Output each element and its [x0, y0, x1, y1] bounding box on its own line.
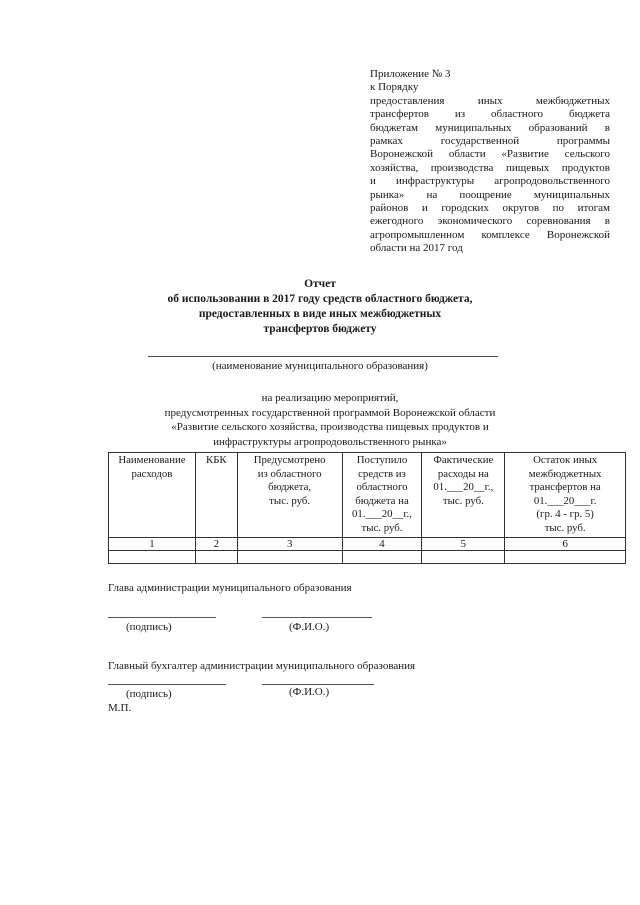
head-title: Глава администрации муниципального образования: [108, 582, 352, 594]
table-cell: [195, 550, 237, 563]
accountant-signature-line: [108, 684, 226, 685]
table-cell: [422, 550, 505, 563]
appendix-line: рынка» на поощрение муниципальных: [370, 188, 610, 201]
header-cell-remainder: Остаток иных межбюджетных трансфертов на 01.___20___г. (гр. 4 - гр. 5) тыс. руб.: [505, 453, 626, 538]
appendix-line: Приложение № 3: [370, 68, 451, 80]
table-header-row: [109, 453, 626, 538]
header-cell-planned: Предусмотрено из областного бюджета, тыс. руб.: [237, 453, 342, 538]
accountant-name-line: [262, 684, 374, 685]
table-cell: [237, 550, 342, 563]
appendix-line: и инфраструктуры агропродовольственного: [370, 175, 610, 188]
header-cell-received: Поступило средств из областного бюджета на 01.___20__г., тыс. руб.: [342, 453, 422, 538]
title-line: трансфертов бюджету: [263, 323, 377, 335]
appendix-line: хозяйства, производства пищевых продуктов: [370, 161, 610, 174]
title-line: Отчет: [304, 278, 336, 290]
municipality-blank-line: [148, 356, 498, 357]
purpose-block: [120, 391, 540, 449]
column-number: 6: [505, 537, 626, 550]
column-number: 1: [109, 537, 196, 550]
appendix-line: районов и городских округов по итогам: [370, 202, 610, 215]
appendix-line: трансфертов из областного бюджета: [370, 108, 610, 121]
table-cell: [505, 550, 626, 563]
column-number: 3: [237, 537, 342, 550]
report-table: [108, 452, 626, 564]
table-row: [109, 550, 626, 563]
appendix-line: агропромышленном комплексе Воронежской: [370, 228, 610, 241]
appendix-line: предоставления иных межбюджетных: [370, 94, 610, 107]
purpose-line: инфраструктуры агропродовольственного рынка»: [213, 435, 447, 448]
stamp-place: М.П.: [108, 702, 132, 714]
column-number: 2: [195, 537, 237, 550]
accountant-name-label: (Ф.И.О.): [289, 686, 330, 698]
purpose-line: предусмотренных государственной программой Воронежской области: [164, 406, 496, 419]
head-signature-line: [108, 617, 216, 618]
table-cell: [342, 550, 422, 563]
header-cell-actual: Фактические расходы на 01.___20__г., тыс. руб.: [422, 453, 505, 538]
header-cell-expense-name: Наименование расходов: [109, 453, 196, 538]
title-line: предоставленных в виде иных межбюджетных: [198, 308, 442, 320]
appendix-line: ежегодного экономического соревнования в: [370, 215, 610, 228]
appendix-line: бюджетам муниципальных образований в: [370, 121, 610, 134]
title-line: об использовании в 2017 году средств областного бюджета,: [167, 293, 473, 305]
appendix-line: рамках государственной программы: [370, 135, 610, 148]
appendix-block: [370, 68, 610, 256]
head-signature-label: (подпись): [126, 621, 172, 633]
column-number: 4: [342, 537, 422, 550]
table-cell: [109, 550, 196, 563]
municipality-label: (наименование муниципального образования): [212, 360, 428, 372]
head-name-line: [262, 617, 372, 618]
purpose-line: «Развитие сельского хозяйства, производства пищевых продуктов и: [171, 421, 489, 433]
appendix-line: Воронежской области «Развитие сельского: [370, 148, 610, 161]
head-name-label: (Ф.И.О.): [289, 621, 330, 633]
table-number-row: [109, 537, 626, 550]
accountant-signature-label: (подпись): [126, 688, 172, 700]
appendix-line: области на 2017 год: [370, 242, 463, 255]
report-title: [150, 277, 490, 337]
column-number: 5: [422, 537, 505, 550]
purpose-line: на реализацию мероприятий,: [261, 392, 399, 404]
header-cell-kbk: КБК: [195, 453, 237, 538]
appendix-line: к Порядку: [370, 81, 419, 94]
accountant-title: Главный бухгалтер администрации муниципального образования: [108, 660, 416, 672]
